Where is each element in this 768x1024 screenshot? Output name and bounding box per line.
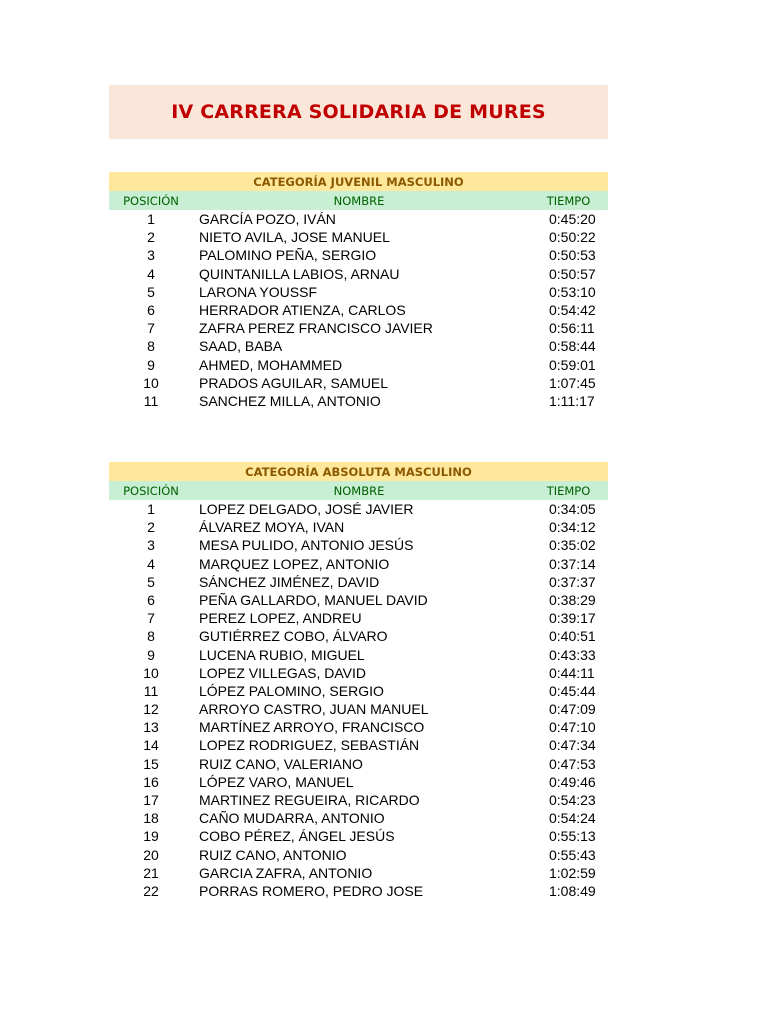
- table-row: [109, 882, 608, 900]
- name-cell: MARTINEZ REGUEIRA, RICARDO: [199, 792, 420, 808]
- name-cell: SANCHEZ MILLA, ANTONIO: [199, 392, 381, 409]
- position-cell: 9: [147, 356, 155, 373]
- name-cell: NIETO AVILA, JOSE MANUEL: [199, 229, 390, 246]
- position-cell: 22: [143, 882, 159, 899]
- table-row: [109, 228, 608, 246]
- column-header-position: POSICIÓN: [123, 194, 179, 208]
- time-cell: 0:53:10: [549, 283, 596, 300]
- position-cell: 12: [143, 701, 159, 718]
- position-cell: 17: [143, 792, 159, 808]
- time-cell: 1:11:17: [549, 392, 595, 409]
- time-cell: 0:55:13: [549, 828, 596, 845]
- name-cell: GARCÍA POZO, IVÁN: [199, 211, 336, 227]
- table-row: [109, 755, 608, 773]
- table-row: [109, 265, 608, 283]
- name-cell: GARCIA ZAFRA, ANTONIO: [199, 864, 373, 881]
- time-cell: 1:08:49: [549, 882, 596, 899]
- position-cell: 1: [147, 501, 155, 517]
- position-cell: 4: [147, 265, 155, 282]
- position-cell: 13: [143, 719, 159, 736]
- category-section-absoluta: [109, 462, 608, 900]
- time-cell: 0:45:20: [549, 211, 596, 227]
- table-row: [109, 736, 608, 754]
- table-row: [109, 555, 608, 573]
- category-header: [109, 172, 608, 191]
- position-cell: 2: [147, 519, 155, 536]
- results-list: [109, 500, 608, 900]
- column-header-row: [109, 191, 608, 210]
- name-cell: LARONA YOUSSF: [199, 283, 318, 300]
- table-row: [109, 573, 608, 591]
- category-title: CATEGORÍA ABSOLUTA MASCULINO: [245, 464, 472, 479]
- table-row: [109, 791, 608, 809]
- position-cell: 9: [147, 646, 155, 663]
- position-cell: 3: [147, 247, 155, 264]
- time-cell: 0:47:53: [549, 755, 596, 772]
- position-cell: 5: [147, 573, 155, 590]
- name-cell: PEREZ LOPEZ, ANDREU: [199, 610, 362, 627]
- title-banner: [109, 85, 608, 139]
- table-row: [109, 500, 608, 518]
- table-row: [109, 646, 608, 664]
- time-cell: 0:54:24: [549, 810, 596, 827]
- name-cell: AHMED, MOHAMMED: [199, 356, 343, 373]
- name-cell: GUTIÉRREZ COBO, ÁLVARO: [199, 628, 388, 645]
- column-header-time: TIEMPO: [546, 194, 591, 208]
- time-cell: 0:56:11: [549, 320, 595, 337]
- time-cell: 0:40:51: [549, 628, 596, 645]
- position-cell: 18: [143, 810, 159, 827]
- name-cell: LÓPEZ VARO, MANUEL: [199, 773, 354, 790]
- time-cell: 0:43:33: [549, 646, 596, 663]
- name-cell: PALOMINO PEÑA, SERGIO: [199, 247, 377, 264]
- table-row: [109, 609, 608, 627]
- table-row: [109, 246, 608, 264]
- name-cell: RUIZ CANO, VALERIANO: [199, 755, 363, 772]
- name-cell: RUIZ CANO, ANTONIO: [199, 846, 347, 863]
- position-cell: 20: [143, 846, 159, 863]
- position-cell: 8: [147, 628, 155, 645]
- time-cell: 0:50:22: [549, 229, 596, 246]
- table-row: [109, 664, 608, 682]
- position-cell: 4: [147, 555, 155, 572]
- name-cell: PEÑA GALLARDO, MANUEL DAVID: [199, 591, 428, 608]
- table-row: [109, 773, 608, 791]
- name-cell: PORRAS ROMERO, PEDRO JOSE: [199, 882, 424, 899]
- position-cell: 11: [143, 682, 159, 699]
- category-header: [109, 462, 608, 481]
- time-cell: 0:59:01: [549, 356, 596, 373]
- table-row: [109, 846, 608, 864]
- name-cell: HERRADOR ATIENZA, CARLOS: [199, 301, 406, 318]
- time-cell: 0:50:57: [549, 265, 596, 282]
- column-header-name: NOMBRE: [333, 194, 385, 208]
- time-cell: 0:50:53: [549, 247, 596, 264]
- table-row: [109, 319, 608, 337]
- position-cell: 14: [143, 737, 159, 754]
- results-list: [109, 210, 608, 410]
- table-row: [109, 518, 608, 536]
- category-section-juvenil: [109, 172, 608, 410]
- name-cell: COBO PÉREZ, ÁNGEL JESÚS: [199, 828, 395, 845]
- table-row: [109, 283, 608, 301]
- time-cell: 0:58:44: [549, 338, 596, 355]
- time-cell: 0:34:12: [549, 519, 596, 536]
- name-cell: SAAD, BABA: [199, 338, 283, 355]
- time-cell: 0:39:17: [549, 610, 596, 627]
- position-cell: 16: [143, 773, 159, 790]
- time-cell: 0:47:10: [549, 719, 596, 736]
- time-cell: 0:54:42: [549, 301, 596, 318]
- position-cell: 5: [147, 283, 155, 300]
- table-row: [109, 392, 608, 410]
- table-row: [109, 356, 608, 374]
- position-cell: 15: [143, 755, 159, 772]
- time-cell: 0:54:23: [549, 792, 596, 808]
- table-row: [109, 700, 608, 718]
- name-cell: ARROYO CASTRO, JUAN MANUEL: [199, 701, 429, 718]
- name-cell: LOPEZ VILLEGAS, DAVID: [199, 664, 367, 681]
- column-header-name: NOMBRE: [333, 484, 385, 498]
- name-cell: MESA PULIDO, ANTONIO JESÚS: [199, 537, 414, 554]
- table-row: [109, 301, 608, 319]
- table-row: [109, 627, 608, 645]
- time-cell: 0:38:29: [549, 591, 596, 608]
- position-cell: 11: [143, 392, 159, 409]
- name-cell: SÁNCHEZ JIMÉNEZ, DAVID: [199, 573, 380, 590]
- position-cell: 6: [147, 591, 155, 608]
- time-cell: 0:35:02: [549, 537, 596, 554]
- table-row: [109, 591, 608, 609]
- page-title: IV CARRERA SOLIDARIA DE MURES: [171, 101, 546, 123]
- name-cell: LUCENA RUBIO, MIGUEL: [199, 646, 365, 663]
- name-cell: MARQUEZ LOPEZ, ANTONIO: [199, 555, 390, 572]
- column-header-time: TIEMPO: [546, 484, 591, 498]
- table-row: [109, 864, 608, 882]
- position-cell: 19: [143, 828, 159, 845]
- position-cell: 1: [147, 211, 155, 227]
- time-cell: 0:55:43: [549, 846, 596, 863]
- table-row: [109, 337, 608, 355]
- name-cell: LÓPEZ PALOMINO, SERGIO: [199, 682, 384, 699]
- name-cell: PRADOS AGUILAR, SAMUEL: [199, 374, 389, 391]
- table-row: [109, 809, 608, 827]
- table-row: [109, 210, 608, 228]
- position-cell: 3: [147, 537, 155, 554]
- time-cell: 0:45:44: [549, 682, 596, 699]
- position-cell: 2: [147, 229, 155, 246]
- name-cell: MARTÍNEZ ARROYO, FRANCISCO: [199, 719, 425, 736]
- name-cell: LOPEZ RODRIGUEZ, SEBASTIÁN: [199, 737, 420, 754]
- time-cell: 1:02:59: [549, 864, 596, 881]
- position-cell: 21: [143, 864, 159, 881]
- column-header-row: [109, 481, 608, 500]
- table-row: [109, 827, 608, 845]
- time-cell: 0:47:34: [549, 737, 596, 754]
- time-cell: 0:34:05: [549, 501, 596, 517]
- time-cell: 0:49:46: [549, 773, 596, 790]
- position-cell: 7: [147, 320, 155, 337]
- name-cell: ZAFRA PEREZ FRANCISCO JAVIER: [199, 320, 433, 337]
- category-title: CATEGORÍA JUVENIL MASCULINO: [253, 174, 464, 189]
- table-row: [109, 682, 608, 700]
- name-cell: CAÑO MUDARRA, ANTONIO: [199, 810, 385, 827]
- name-cell: QUINTANILLA LABIOS, ARNAU: [199, 265, 400, 282]
- time-cell: 0:47:09: [549, 701, 596, 718]
- table-row: [109, 536, 608, 554]
- table-row: [109, 718, 608, 736]
- table-row: [109, 374, 608, 392]
- position-cell: 10: [143, 664, 159, 681]
- position-cell: 6: [147, 301, 155, 318]
- position-cell: 10: [143, 374, 159, 391]
- time-cell: 0:37:37: [549, 573, 596, 590]
- position-cell: 7: [147, 610, 155, 627]
- column-header-position: POSICIÓN: [123, 484, 179, 498]
- time-cell: 1:07:45: [549, 374, 596, 391]
- name-cell: LOPEZ DELGADO, JOSÉ JAVIER: [199, 501, 414, 517]
- time-cell: 0:37:14: [549, 555, 596, 572]
- time-cell: 0:44:11: [549, 664, 595, 681]
- position-cell: 8: [147, 338, 155, 355]
- name-cell: ÁLVAREZ MOYA, IVAN: [199, 519, 345, 536]
